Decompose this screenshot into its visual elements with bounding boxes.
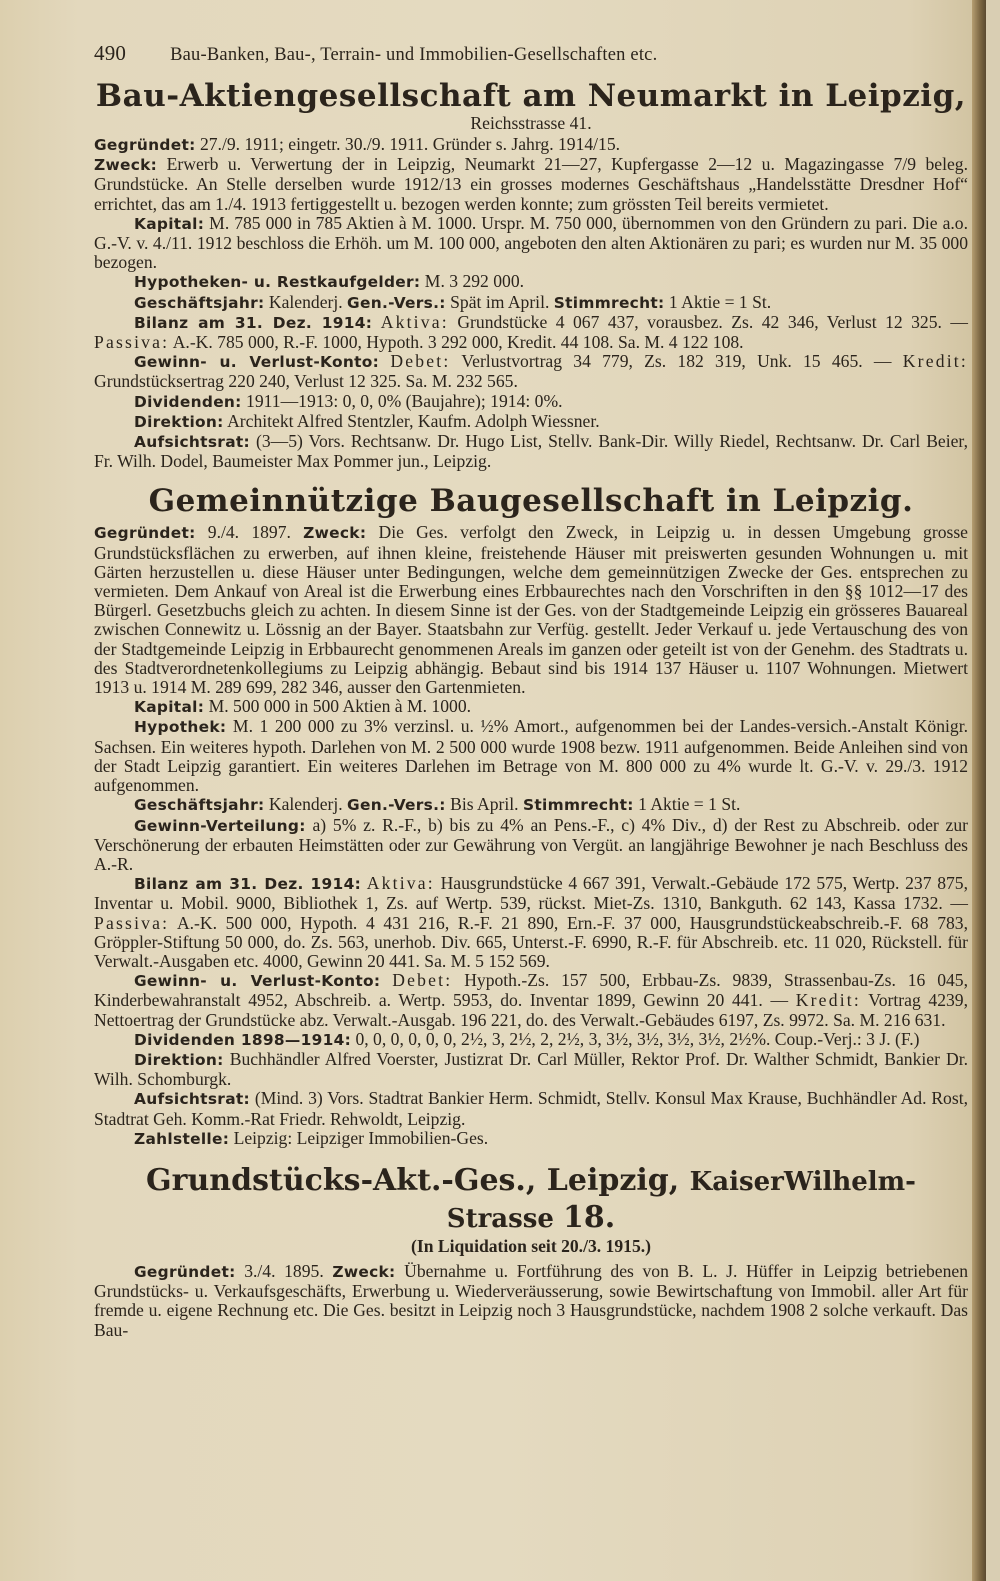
label-zweck: Zweck:: [94, 156, 158, 175]
value-zahlstelle: Leipzig: Leipziger Immobilien-Ges.: [229, 1127, 489, 1148]
value-stimmrecht: 1 Aktie = 1 St.: [664, 291, 772, 312]
field-geschaeftsjahr: [94, 795, 968, 815]
field-aufsichtsrat: [94, 1089, 968, 1128]
value-bilanz-passiva: A.-K. 785 000, R.-F. 1000, Hypoth. 3 292 000, Kredit. 44 108. Sa. M. 4 122 108.: [169, 332, 744, 353]
label-zweck: Zweck:: [303, 524, 367, 543]
label-bilanz: Bilanz am 31. Dez. 1914:: [134, 313, 373, 332]
label-gen-vers: Gen.-Vers.:: [347, 293, 446, 312]
field-hypothek: [94, 717, 968, 795]
label-gegruendet: Gegründet:: [134, 1262, 236, 1281]
label-direktion: Direktion:: [134, 412, 224, 431]
entry-title: Bau-Aktiengesellschaft am Neumarkt in Leipzig,: [95, 78, 967, 114]
entry-title-number: 18.: [563, 1199, 616, 1235]
label-geschaeftsjahr: Geschäftsjahr:: [134, 796, 265, 815]
entry-title: Gemeinnützige Baugesellschaft in Leipzig.: [148, 483, 914, 520]
label-kapital: Kapital:: [134, 698, 205, 717]
kredit-word: Kredit:: [795, 990, 861, 1011]
label-hypothek: Hypothek:: [134, 718, 227, 737]
entry-title: [94, 1163, 968, 1237]
label-gewinn-verlust: Gewinn- u. Verlust-Konto:: [134, 353, 380, 372]
label-aufsichtsrat: Aufsichtsrat:: [134, 1090, 250, 1109]
value-debet: Hypoth.-Zs. 157 500, Erbbau-Zs. 9839, Strassenbau-Zs. 16 045, Kinderbewahranstalt 4952, Abschreib. a. Wertp. 5953, do. Inventar 1899, Gewinn 20 441. —: [94, 970, 968, 1011]
aktiva-word: Aktiva:: [380, 311, 449, 332]
label-stimmrecht: Stimmrecht:: [522, 796, 634, 815]
value-debet: Verlustvortrag 34 779, Zs. 182 319, Unk. 15 465. —: [450, 351, 903, 372]
entry-grundstuecks-akt-ges: [94, 1163, 968, 1340]
field-hypotheken: [94, 272, 968, 292]
entry-title-street: KaiserWilhelm-Strasse: [446, 1166, 916, 1234]
debet-word: Debet:: [390, 351, 451, 372]
field-gewinn-verlust: [94, 971, 968, 1030]
entry-title-main: Grundstücks-Akt.-Ges., Leipzig,: [146, 1162, 690, 1198]
passiva-word: Passiva:: [94, 912, 170, 933]
page-binding-edge: [972, 0, 986, 1581]
field-direktion: [94, 1050, 968, 1089]
value-geschaeftsjahr: Kalenderj.: [264, 291, 348, 312]
kredit-word: Kredit:: [902, 351, 968, 372]
value-zweck: Übernahme u. Fortführung des von B. L. J. Hüffer in Leipzig betriebenen Grundstücks- u. Verkaufsgeschäfts, Erwerbung u. Wiederveräusserung, sowie Bewirtschaftung von Immobil. aller Art für fremde u. eigene Rechnung etc. Die Ges. besitzt in Leipzig noch 3 Hausgrundstücke, nachdem 1908 2 solche verkauft. Das Bau-: [94, 1260, 968, 1340]
label-aufsichtsrat: Aufsichtsrat:: [134, 433, 250, 452]
field-kapital: [94, 214, 968, 273]
entry-liquidation-note: (In Liquidation seit 20./3. 1915.): [411, 1235, 651, 1256]
label-zahlstelle: Zahlstelle:: [134, 1129, 230, 1148]
value-gegruendet: 3./4. 1895.: [235, 1260, 333, 1281]
label-bilanz: Bilanz am 31. Dez. 1914:: [134, 875, 362, 894]
label-direktion: Direktion:: [134, 1050, 224, 1069]
field-bilanz: [94, 874, 968, 971]
value-kredit: Grundstücksertrag 220 240, Verlust 12 325. Sa. M. 232 565.: [94, 371, 518, 392]
value-kredit: Vortrag 4239, Nettoertrag der Grundstücke abz. Verwalt.-Ausgab. 196 221, do. des Verwalt.-Gebäudes 6197, Zs. 9972. Sa. M. 216 631.: [94, 990, 968, 1030]
value-gewinn-verteilung: a) 5% z. R.-F., b) bis zu 4% an Pens.-F., c) 4% Div., d) der Rest zu Abschreib. oder zur Verschönerung der erbauten Heimstätten oder zur Gewährung von Vergüt. an langjährige Bewohner je nach Beschluss des A.-R.: [94, 814, 968, 874]
label-stimmrecht: Stimmrecht:: [553, 293, 665, 312]
field-kapital: [94, 697, 968, 717]
label-dividenden: Dividenden 1898—1914:: [134, 1030, 352, 1049]
label-gegruendet: Gegründet:: [94, 524, 196, 543]
value-gen-vers: Bis April.: [445, 794, 523, 815]
running-title: Bau-Banken, Bau-, Terrain- und Immobilien-Gesellschaften etc.: [170, 45, 658, 65]
value-direktion: Architekt Alfred Stentzler, Kaufm. Adolph Wiessner.: [223, 410, 600, 431]
value-dividenden: 0, 0, 0, 0, 0, 0, 2½, 3, 2½, 2, 2½, 3, 3½, 3½, 3½, 3½, 2½%. Coup.-Verj.: 3 J. (F.): [351, 1028, 920, 1049]
page-content: [94, 41, 968, 1340]
value-kapital: M. 785 000 in 785 Aktien à M. 1000. Urspr. M. 750 000, übernommen von den Gründern zu pari. Die a.o. G.-V. v. 4./11. 1912 beschloss die Erhöh. um M. 100 000, angeboten den alten Aktionären zu pari; es wurden nur M. 35 000 bezogen.: [94, 212, 968, 273]
label-zweck: Zweck:: [332, 1262, 396, 1281]
value-aufsichtsrat: (3—5) Vors. Rechtsanw. Dr. Hugo List, Stellv. Bank-Dir. Willy Riedel, Rechtsanw. Dr. Carl Beier, Fr. Wilh. Dodel, Baumeister Max Pommer jun., Leipzig.: [94, 431, 968, 472]
field-aufsichtsrat: [94, 432, 968, 471]
label-geschaeftsjahr: Geschäftsjahr:: [134, 293, 265, 312]
value-bilanz-aktiva: Hausgrundstücke 4 667 391, Verwalt.-Gebäude 172 575, Wertp. 237 875, Inventar u. Mobil. 9000, Bibliothek 1, Zs. auf Wertp. 539, rückst. Miet-Zs. 1310, Bankguth. 62 143, Kassa 1732. —: [94, 873, 968, 914]
field-zweck: [94, 155, 968, 214]
value-gegruendet: 9./4. 1897.: [195, 522, 304, 543]
label-dividenden: Dividenden:: [134, 392, 242, 411]
label-kapital: Kapital:: [134, 214, 205, 233]
value-gen-vers: Spät im April.: [445, 291, 554, 312]
entry-bau-aktiengesellschaft: [94, 78, 968, 471]
running-header: [94, 41, 968, 78]
value-direktion: Buchhändler Alfred Voerster, Justizrat Dr. Carl Müller, Rektor Prof. Dr. Walther Schmidt, Bankier Dr. Wilh. Schomburgk.: [94, 1048, 968, 1090]
field-bilanz: [94, 313, 968, 352]
value-hypotheken: M. 3 292 000.: [420, 271, 525, 292]
field-gegruendet: [94, 135, 968, 155]
passiva-word: Passiva:: [94, 332, 170, 353]
value-aufsichtsrat: (Mind. 3) Vors. Stadtrat Bankier Herm. Schmidt, Stellv. Konsul Max Krause, Buchhändler Ad. Rost, Stadtrat Geh. Komm.-Rat Friedr. Rehwoldt, Leipzig.: [94, 1088, 968, 1129]
value-zweck: Erwerb u. Verwertung der in Leipzig, Neumarkt 21—27, Kupfergasse 2—12 u. Magazingasse 7/9 beleg. Grundstücke. An Stelle derselben wurde 1912/13 ein grosses modernes Geschäftshaus „Handelsstätte Dresdner Hof“ errichtet, das am 1./4. 1913 fertiggestellt u. bezogen werden konnte; zum grössten Teil bereits vermietet.: [94, 154, 968, 214]
field-geschaeftsjahr: [94, 293, 968, 313]
value-dividenden: 1911—1913: 0, 0, 0% (Baujahre); 1914: 0%.: [241, 390, 563, 411]
label-gen-vers: Gen.-Vers.:: [347, 796, 446, 815]
value-geschaeftsjahr: Kalenderj.: [264, 794, 348, 815]
field-direktion: [94, 412, 968, 432]
value-bilanz-aktiva: Grundstücke 4 067 437, vorausbez. Zs. 42 346, Verlust 12 325. —: [448, 311, 968, 332]
entry-address: Reichsstrasse 41.: [470, 113, 592, 133]
page-number: 490: [94, 41, 127, 65]
label-gewinn-verteilung: Gewinn-Verteilung:: [134, 816, 306, 835]
aktiva-word: Aktiva:: [366, 873, 435, 894]
label-gegruendet: Gegründet:: [94, 136, 196, 154]
field-gewinn-verteilung: [94, 816, 968, 875]
debet-word: Debet:: [392, 970, 453, 991]
value-zweck: Die Ges. verfolgt den Zweck, in Leipzig u. in dessen Umgebung grosse Grundstücksflächen zu erwerben, auf ihnen kleine, freistehende Häuser mit preiswerten gesunden Wohnungen u. mit Gärten herzustellen u. diese Häuser unter Bedingungen, welche dem gemeinnützigen Zwecke der Ges. entsprechen zu vermieten. Dem Ankauf von Areal ist die Erwerbung eines Erbbaurechtes nach den Vorschriften in den §§ 1012—17 des Bürgerl. Gesetzbuchs gleich zu achten. In diesem Sinne ist der Ges. von der Stadtgemeinde Leipzig ein grösseres Bauareal zwischen Connewitz u. Lössnig an der Bayer. Staatsbahn zur Verfüg. gestellt. Jeder Verkauf u. jede Vertauschung des von der Stadtgemeinde Leipzig in Erbbaurecht genommenen Areals im ganzen oder geteilt ist von der Genehm. des Stadtrats u. des Stadtverordnetenkollegiums zu Leipzig abhängig. Bebaut sind bis 1914 137 Häuser u. 1107 Wohnungen. Mietwert 1913 u. 1914 M. 289 699, 282 346, ausser den Gartenmieten.: [94, 522, 968, 698]
value-kapital: M. 500 000 in 500 Aktien à M. 1000.: [204, 696, 472, 717]
label-hypotheken: Hypotheken- u. Restkaufgelder:: [134, 273, 421, 292]
value-bilanz-passiva: A.-K. 500 000, Hypoth. 4 431 216, R.-F. 21 890, Ern.-F. 37 000, Hausgrundstückeabschreib.-F. 68 783, Gröppler-Stiftung 50 000, do. Zs. 563, unerhob. Div. 665, Unterst.-F. 6990, R.-F. für Abschreib. etc. 11 020, Rückstell. für Verwalt.-Ausgaben etc. 4000, Gewinn 20 441. Sa. M. 5 152 569.: [94, 912, 968, 971]
label-gewinn-verlust: Gewinn- u. Verlust-Konto:: [134, 972, 381, 991]
entry-gemeinnuetzige-baugesellschaft: [94, 483, 968, 1149]
field-dividenden: [94, 392, 968, 412]
field-gewinn-verlust: [94, 352, 968, 391]
field-dividenden: [94, 1030, 968, 1050]
field-gegruendet-zweck: [94, 523, 968, 697]
value-stimmrecht: 1 Aktie = 1 St.: [633, 794, 741, 815]
value-gegruendet: 27./9. 1911; eingetr. 30./9. 1911. Gründer s. Jahrg. 1914/15.: [195, 134, 621, 154]
value-hypothek: M. 1 200 000 zu 3% verzinsl. u. ½% Amort., aufgenommen bei der Landes-versich.-Anstalt Königr. Sachsen. Ein weiteres hypoth. Darlehen von M. 2 500 000 wurde 1908 bezw. 1911 aufgenommen. Beide Anleihen sind von der Stadt Leipzig garantiert. Ein weiteres Darlehen im Betrage von M. 800 000 zu 4% wurde lt. G.-V. v. 29./3. 1912 aufgenommen.: [94, 716, 968, 796]
field-gegruendet-zweck: [94, 1262, 968, 1340]
field-zahlstelle: [94, 1129, 968, 1149]
